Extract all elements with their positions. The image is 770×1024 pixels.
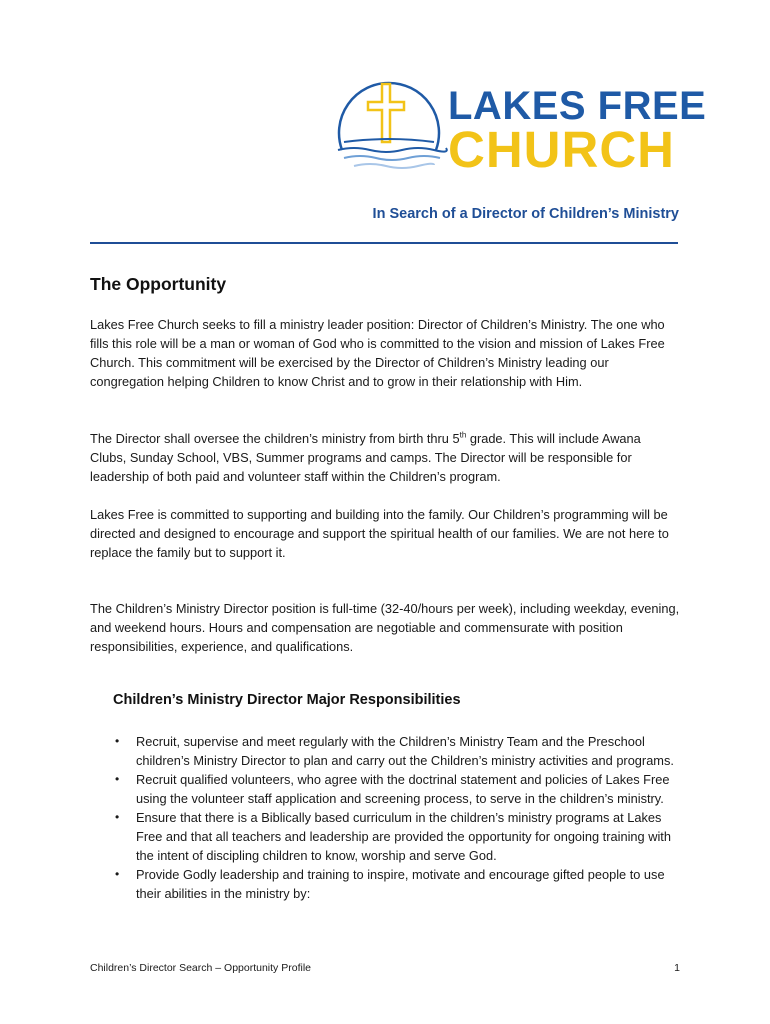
list-item xyxy=(113,865,679,903)
logo-wordmark-bottom: CHURCH xyxy=(448,121,675,178)
responsibilities-list xyxy=(113,732,679,903)
list-item-text: Ensure that there is a Biblically based curriculum in the children’s ministry programs at Lakes Free and that all teachers and leadership are provided the opportunity for ongoing training with the intent of discipling children to know, worship and serve God. xyxy=(136,810,671,863)
opportunity-paragraph-3: Lakes Free is committed to supporting and building into the family. Our Children’s programming will be directed and designed to encourage and support the spiritual health of our families. We are not here to replace the family but to support it. xyxy=(90,507,669,560)
bullet-icon: • xyxy=(115,810,120,824)
opportunity-heading: The Opportunity xyxy=(90,274,227,294)
paragraph-2-text-after: grade. This will include Awana Clubs, Sunday School, VBS, Summer programs and camps. The Director will be responsible for leadership of both paid and volunteer staff within the Children’s program. xyxy=(90,431,641,484)
list-item xyxy=(113,808,679,865)
bullet-icon: • xyxy=(115,734,120,748)
page-number: 1 xyxy=(674,962,680,974)
search-title: In Search of a Director of Children’s Ministry xyxy=(372,206,679,222)
bullet-icon: • xyxy=(115,867,120,881)
list-item xyxy=(113,732,679,770)
logo-wordmark-top: LAKES FREE xyxy=(448,84,707,128)
list-item-text: Recruit qualified volunteers, who agree with the doctrinal statement and policies of Lakes Free using the volunteer staff application and screening process, to serve in the children’s ministry. xyxy=(136,772,670,806)
opportunity-paragraph-2 xyxy=(90,429,680,486)
header-divider xyxy=(90,242,678,244)
opportunity-paragraph-1: Lakes Free Church seeks to fill a ministry leader position: Director of Children’s Ministry. The one who fills this role will be a man or woman of God who is committed to the vision and mission of Lakes Free Church. This commitment will be exercised by the Director of Children’s Ministry leading our congregation helping Children to know Christ and to grow in their relationship with Him. xyxy=(90,317,665,389)
list-item-text: Recruit, supervise and meet regularly with the Children’s Ministry Team and the Preschool children’s Ministry Director to plan and carry out the Children’s ministry activities and programs. xyxy=(136,734,674,768)
paragraph-2-superscript: th xyxy=(459,430,467,440)
paragraph-2-text-before: The Director shall oversee the children’s ministry from birth thru 5 xyxy=(90,431,460,446)
footer-title: Children’s Director Search – Opportunity Profile xyxy=(90,962,311,974)
list-item xyxy=(113,770,679,808)
bullet-icon: • xyxy=(115,772,120,786)
responsibilities-heading: Children’s Ministry Director Major Responsibilities xyxy=(113,692,461,708)
opportunity-paragraph-4: The Children’s Ministry Director position is full-time (32-40/hours per week), including weekday, evening, and weekend hours. Hours and compensation are negotiable and commensurate with position responsibilities, experience, and qualifications. xyxy=(90,601,680,654)
list-item-text: Provide Godly leadership and training to inspire, motivate and encourage gifted people to use their abilities in the ministry by: xyxy=(136,867,665,901)
